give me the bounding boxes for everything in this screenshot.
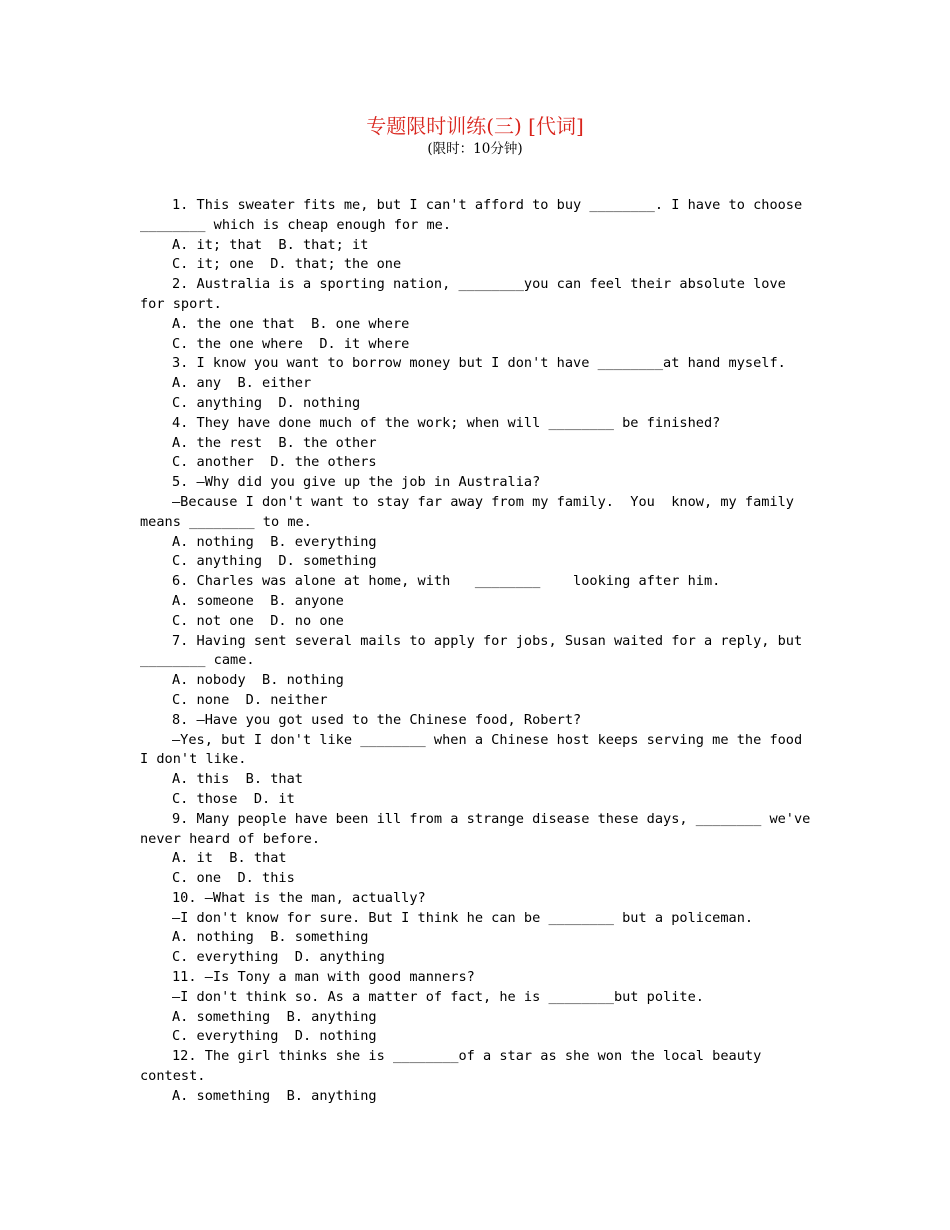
text-line: 7. Having sent several mails to apply for jobs, Susan waited for a reply, but bbox=[172, 632, 803, 649]
text-line: C. none D. neither bbox=[172, 691, 328, 708]
text-line: 12. The girl thinks she is ________of a star as she won the local beauty bbox=[172, 1048, 762, 1065]
text-line: 2. Australia is a sporting nation, ________you can feel their absolute love bbox=[172, 276, 786, 293]
text-line: C. those D. it bbox=[172, 790, 295, 807]
text-line: A. something B. anything bbox=[172, 1008, 377, 1025]
text-line: A. something B. anything bbox=[172, 1087, 377, 1104]
text-line: ________ came. bbox=[140, 652, 255, 669]
text-line: A. someone B. anyone bbox=[172, 592, 344, 609]
text-line: contest. bbox=[140, 1068, 206, 1085]
time-limit: (限时：10分钟) bbox=[427, 141, 523, 157]
text-line: 9. Many people have been ill from a strange disease these days, ________ we've bbox=[172, 810, 811, 827]
text-line: —I don't know for sure. But I think he can be ________ but a policeman. bbox=[172, 909, 754, 926]
text-line: C. another D. the others bbox=[172, 454, 377, 471]
text-line: C. the one where D. it where bbox=[172, 335, 410, 352]
text-line: C. anything D. nothing bbox=[172, 394, 361, 411]
text-line: ________ which is cheap enough for me. bbox=[140, 216, 451, 233]
text-line: means ________ to me. bbox=[140, 513, 312, 530]
text-line: C. it; one D. that; the one bbox=[172, 256, 402, 273]
text-line: —Yes, but I don't like ________ when a Chinese host keeps serving me the food bbox=[172, 731, 803, 748]
text-line: —I don't think so. As a matter of fact, he is ________but polite. bbox=[172, 988, 704, 1005]
text-line: 4. They have done much of the work; when will ________ be finished? bbox=[172, 414, 721, 431]
text-line: 1. This sweater fits me, but I can't afford to buy ________. I have to choose bbox=[172, 197, 803, 213]
text-line: C. anything D. something bbox=[172, 553, 377, 570]
page-title: 专题限时训练(三) [代词] bbox=[366, 114, 584, 138]
text-line: C. not one D. no one bbox=[172, 612, 344, 629]
text-line: 11. —Is Tony a man with good manners? bbox=[172, 969, 475, 986]
text-line: A. this B. that bbox=[172, 771, 303, 788]
text-line: A. nobody B. nothing bbox=[172, 672, 344, 689]
text-line: A. it B. that bbox=[172, 850, 287, 867]
text-line: 6. Charles was alone at home, with ________ looking after him. bbox=[172, 573, 721, 590]
text-line: 8. —Have you got used to the Chinese food, Robert? bbox=[172, 711, 582, 728]
text-line: 5. —Why did you give up the job in Australia? bbox=[172, 474, 541, 491]
text-line: never heard of before. bbox=[140, 830, 321, 847]
text-line: C. everything D. anything bbox=[172, 949, 385, 966]
text-line: A. nothing B. everything bbox=[172, 533, 377, 550]
text-line: 3. I know you want to borrow money but I don't have ________at hand myself. bbox=[172, 355, 786, 372]
text-line: A. any B. either bbox=[172, 375, 312, 392]
text-line: for sport. bbox=[140, 295, 222, 312]
text-line: A. nothing B. something bbox=[172, 929, 369, 946]
text-line: C. everything D. nothing bbox=[172, 1028, 377, 1045]
question-list bbox=[140, 196, 820, 1107]
text-line: A. it; that B. that; it bbox=[172, 236, 369, 253]
text-line: I don't like. bbox=[140, 751, 247, 768]
text-line: A. the one that B. one where bbox=[172, 315, 410, 332]
text-line: C. one D. this bbox=[172, 870, 295, 887]
text-line: —Because I don't want to stay far away from my family. You know, my family bbox=[172, 493, 794, 510]
text-line: 10. —What is the man, actually? bbox=[172, 889, 426, 906]
text-line: A. the rest B. the other bbox=[172, 434, 377, 451]
